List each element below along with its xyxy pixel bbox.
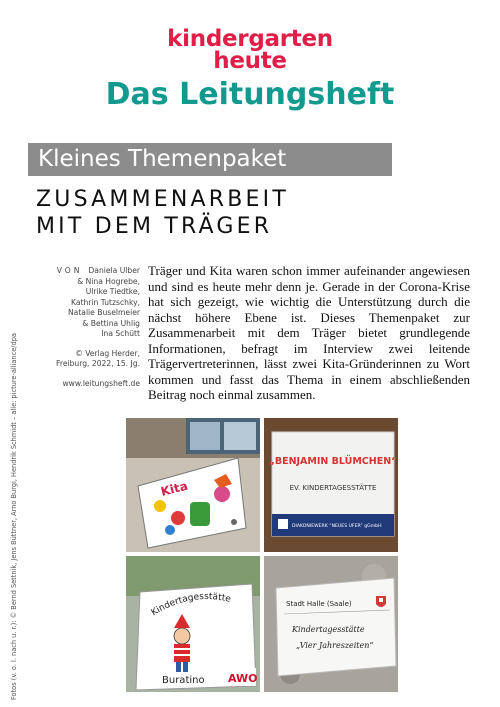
vier-jahreszeiten-illustration	[264, 556, 398, 692]
author-line: Ulrike Tiedtke,	[85, 287, 140, 296]
buratino-text: Buratino	[162, 675, 205, 686]
author-credits	[40, 266, 140, 389]
kita-arc-textpath: Kindertagesstätte	[149, 592, 232, 619]
buratino-sign-illustration	[126, 556, 260, 692]
author-line: Natalie Buselmeier	[67, 308, 140, 317]
kita-sign-text: Kita	[159, 478, 190, 499]
author-line: & Nina Hogrebe,	[77, 276, 140, 286]
magazine-title: Das Leitungsheft	[105, 77, 395, 112]
intro-paragraph: Träger und Kita waren schon immer aufeinander angewiesen und sind es heute mehr denn je. Gerade in der Corona-Krise hat sich gezeigt, wie wichtig die Unterstützung durch die nächst höhere Ebene ist. Dieses Themenpaket zur Zusammenarbeit mit dem Träger bietet grundlegende Informationen, befragt im Interview zwei leitende Trägervertreterinnen, lässt zwei Kita-Gründerinnen zu Wort kommen und fasst das Thema in einem abschließenden Beitrag noch einmal zusammen.	[148, 263, 470, 402]
stadt-halle-text: Stadt Halle (Saale)	[286, 600, 352, 608]
website-link[interactable]: www.leitungsheft.de	[62, 378, 140, 388]
brand-line-heute: heute	[213, 48, 287, 74]
photo-kita-sign	[126, 418, 260, 552]
section-band: Kleines Themenpaket	[28, 143, 392, 176]
von-label: VON	[56, 266, 83, 275]
author-line: Kathrin Tutzschky,	[71, 297, 140, 307]
article-headline	[36, 186, 476, 240]
brand-line-kindergarten: kindergarten	[167, 26, 333, 52]
photo-credit: Fotos (v. o. l. nach u. r.): © Bernd Settnik, Jens Büttner, Arno Burgi, Hendrik Schmidt – alle: picture-alliance/dpa	[10, 333, 18, 700]
photo-buratino-sign	[126, 556, 260, 692]
author-line: Ina Schütt	[101, 329, 140, 338]
headline-line-2: MIT DEM TRÄGER	[36, 214, 273, 239]
diakonie-text: DIAKONIEWERK “NEUES UFER” gGmbH	[292, 524, 382, 529]
copyright-line: © Verlag Herder,	[75, 348, 140, 358]
diakonie-logo	[278, 519, 288, 529]
copyright-line: Freiburg, 2022, 15. Jg.	[56, 359, 140, 368]
photo-vier-jahreszeiten-sign	[264, 556, 398, 692]
halle-crest-icon	[376, 596, 386, 607]
benjamin-name-text: „BENJAMIN BLÜMCHEN“	[268, 456, 398, 467]
photo-benjamin-bluemchen-sign	[264, 418, 398, 552]
photo-grid	[126, 418, 398, 692]
vier-jahreszeiten-text: „Vier Jahreszeiten“	[296, 641, 374, 650]
kita-sign-illustration	[126, 418, 260, 552]
brand-logo	[0, 28, 500, 72]
benjamin-sign-illustration	[264, 418, 398, 552]
awo-logo-text: AWO	[228, 672, 258, 685]
author-line: Daniela Ulber	[88, 266, 140, 275]
author-line: & Bettina Uhlig	[82, 318, 140, 328]
ev-kita-text: EV. KINDERTAGESSTÄTTE	[289, 484, 377, 492]
kita-line-text: Kindertagesstätte	[292, 625, 365, 634]
headline-line-1: ZUSAMMENARBEIT	[36, 187, 289, 212]
